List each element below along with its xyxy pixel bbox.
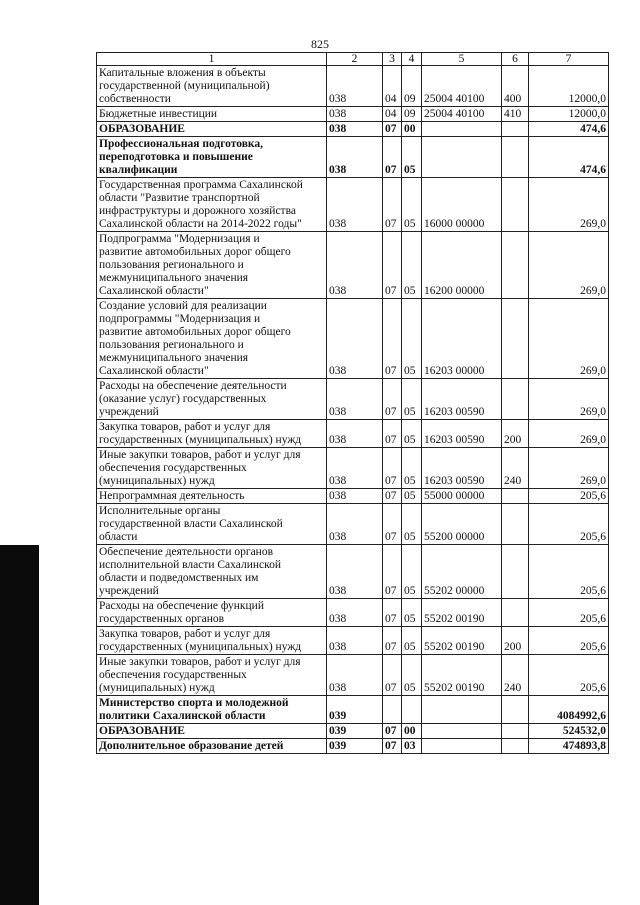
table-row	[97, 599, 609, 627]
header-cell: 5	[422, 53, 502, 66]
row-rz-cell: 07	[383, 627, 402, 655]
row-name-cell: Расходы на обеспечение деятельности (оказание услуг) государственных учреждений	[97, 379, 327, 420]
row-pr-cell: 05	[402, 599, 422, 627]
row-name-cell: Иные закупки товаров, работ и услуг для обеспечения государственных (муниципальных) нужд	[97, 448, 327, 489]
row-csr-cell: 55200 00000	[422, 504, 502, 545]
row-pr-cell: 05	[402, 420, 422, 448]
row-gr-cell: 038	[327, 178, 383, 232]
row-gr-cell: 038	[327, 448, 383, 489]
row-pr-cell: 05	[402, 504, 422, 545]
row-amount-cell: 12000,0	[529, 66, 609, 107]
row-amount-cell: 205,6	[529, 489, 609, 504]
row-pr-cell: 00	[402, 724, 422, 739]
row-rz-cell: 07	[383, 545, 402, 599]
row-name-cell: Подпрограмма "Модернизация и развитие автомобильных дорог общего пользования регионального и межмуниципального значения Сахалинской области"	[97, 232, 327, 299]
table-row	[97, 627, 609, 655]
row-gr-cell: 038	[327, 122, 383, 137]
table-row	[97, 232, 609, 299]
row-pr-cell: 00	[402, 122, 422, 137]
row-gr-cell: 038	[327, 420, 383, 448]
row-amount-cell: 524532,0	[529, 724, 609, 739]
table-row	[97, 137, 609, 178]
row-csr-cell: 16203 00590	[422, 420, 502, 448]
row-amount-cell: 269,0	[529, 420, 609, 448]
row-amount-cell: 205,6	[529, 599, 609, 627]
row-rz-cell: 07	[383, 739, 402, 754]
header-cell: 1	[97, 53, 327, 66]
row-csr-cell: 16203 00590	[422, 379, 502, 420]
row-amount-cell: 4084992,6	[529, 696, 609, 724]
row-rz-cell: 07	[383, 299, 402, 379]
row-name-cell: Профессиональная подготовка, переподготовка и повышение квалификации	[97, 137, 327, 178]
row-name-cell: Бюджетные инвестиции	[97, 107, 327, 122]
table-row	[97, 655, 609, 696]
row-csr-cell: 16200 00000	[422, 232, 502, 299]
row-csr-cell	[422, 137, 502, 178]
header-cell: 7	[529, 53, 609, 66]
row-name-cell: Министерство спорта и молодежной политики Сахалинской области	[97, 696, 327, 724]
row-csr-cell: 55202 00190	[422, 599, 502, 627]
row-gr-cell: 038	[327, 66, 383, 107]
row-pr-cell: 05	[402, 137, 422, 178]
row-vr-cell	[502, 299, 529, 379]
row-name-cell: Иные закупки товаров, работ и услуг для обеспечения государственных (муниципальных) нужд	[97, 655, 327, 696]
row-name-cell: Капитальные вложения в объекты государственной (муниципальной) собственности	[97, 66, 327, 107]
row-vr-cell	[502, 696, 529, 724]
row-rz-cell: 04	[383, 107, 402, 122]
row-pr-cell: 05	[402, 448, 422, 489]
row-gr-cell: 038	[327, 655, 383, 696]
row-rz-cell: 07	[383, 232, 402, 299]
row-pr-cell: 05	[402, 299, 422, 379]
table-row	[97, 489, 609, 504]
row-name-cell: Расходы на обеспечение функций государственных органов	[97, 599, 327, 627]
row-gr-cell: 039	[327, 696, 383, 724]
row-rz-cell	[383, 696, 402, 724]
row-pr-cell: 05	[402, 232, 422, 299]
row-name-cell: Дополнительное образование детей	[97, 739, 327, 754]
row-csr-cell: 55202 00190	[422, 655, 502, 696]
row-pr-cell: 05	[402, 379, 422, 420]
row-vr-cell	[502, 379, 529, 420]
row-rz-cell: 07	[383, 489, 402, 504]
row-gr-cell: 038	[327, 627, 383, 655]
row-gr-cell: 038	[327, 545, 383, 599]
row-vr-cell: 400	[502, 66, 529, 107]
table-row	[97, 739, 609, 754]
row-pr-cell	[402, 696, 422, 724]
table-row	[97, 178, 609, 232]
row-rz-cell: 07	[383, 122, 402, 137]
row-vr-cell	[502, 232, 529, 299]
row-amount-cell: 205,6	[529, 545, 609, 599]
row-csr-cell	[422, 696, 502, 724]
row-gr-cell: 038	[327, 299, 383, 379]
scan-edge-shadow	[0, 545, 39, 905]
row-vr-cell	[502, 599, 529, 627]
row-pr-cell: 05	[402, 178, 422, 232]
row-name-cell: Закупка товаров, работ и услуг для государственных (муниципальных) нужд	[97, 420, 327, 448]
row-amount-cell: 474,6	[529, 137, 609, 178]
row-pr-cell: 05	[402, 627, 422, 655]
row-csr-cell: 25004 40100	[422, 107, 502, 122]
row-amount-cell: 205,6	[529, 627, 609, 655]
row-vr-cell: 410	[502, 107, 529, 122]
row-gr-cell: 038	[327, 232, 383, 299]
row-vr-cell: 240	[502, 655, 529, 696]
row-gr-cell: 038	[327, 379, 383, 420]
row-rz-cell: 07	[383, 655, 402, 696]
table-row	[97, 122, 609, 137]
row-csr-cell: 55202 00190	[422, 627, 502, 655]
row-gr-cell: 038	[327, 489, 383, 504]
header-cell: 4	[402, 53, 422, 66]
row-gr-cell: 038	[327, 599, 383, 627]
row-name-cell: ОБРАЗОВАНИЕ	[97, 122, 327, 137]
row-rz-cell: 04	[383, 66, 402, 107]
row-name-cell: Обеспечение деятельности органов исполнительной власти Сахалинской области и подведомственных им учреждений	[97, 545, 327, 599]
row-amount-cell: 205,6	[529, 504, 609, 545]
row-name-cell: Исполнительные органы государственной власти Сахалинской области	[97, 504, 327, 545]
header-cell: 6	[502, 53, 529, 66]
table-body	[97, 53, 609, 754]
row-gr-cell: 039	[327, 724, 383, 739]
table-row	[97, 724, 609, 739]
row-amount-cell: 269,0	[529, 299, 609, 379]
row-amount-cell: 269,0	[529, 178, 609, 232]
row-vr-cell	[502, 122, 529, 137]
table-row	[97, 545, 609, 599]
row-rz-cell: 07	[383, 448, 402, 489]
table-row	[97, 696, 609, 724]
row-pr-cell: 09	[402, 107, 422, 122]
table-header-row	[97, 53, 609, 66]
row-vr-cell	[502, 504, 529, 545]
row-vr-cell: 240	[502, 448, 529, 489]
row-amount-cell: 474,6	[529, 122, 609, 137]
row-amount-cell: 269,0	[529, 448, 609, 489]
row-csr-cell	[422, 122, 502, 137]
table-row	[97, 299, 609, 379]
row-rz-cell: 07	[383, 178, 402, 232]
row-name-cell: ОБРАЗОВАНИЕ	[97, 724, 327, 739]
table-row	[97, 420, 609, 448]
row-pr-cell: 09	[402, 66, 422, 107]
table-row	[97, 66, 609, 107]
row-csr-cell	[422, 724, 502, 739]
row-amount-cell: 12000,0	[529, 107, 609, 122]
row-csr-cell	[422, 739, 502, 754]
row-rz-cell: 07	[383, 137, 402, 178]
row-rz-cell: 07	[383, 599, 402, 627]
row-name-cell: Государственная программа Сахалинской области "Развитие транспортной инфраструктуры и дорожного хозяйства Сахалинской области на 2014-2022 годы"	[97, 178, 327, 232]
row-gr-cell: 039	[327, 739, 383, 754]
row-pr-cell: 05	[402, 489, 422, 504]
row-rz-cell: 07	[383, 504, 402, 545]
row-name-cell: Создание условий для реализации подпрограммы "Модернизация и развитие автомобильных дорог общего пользования регионального и межмуниципального значения Сахалинской области"	[97, 299, 327, 379]
page-number: 825	[311, 37, 329, 51]
row-name-cell: Закупка товаров, работ и услуг для государственных (муниципальных) нужд	[97, 627, 327, 655]
row-vr-cell	[502, 178, 529, 232]
table-row	[97, 448, 609, 489]
header-cell: 3	[383, 53, 402, 66]
row-csr-cell: 25004 40100	[422, 66, 502, 107]
row-vr-cell	[502, 137, 529, 178]
row-vr-cell: 200	[502, 627, 529, 655]
row-rz-cell: 07	[383, 420, 402, 448]
row-amount-cell: 474893,8	[529, 739, 609, 754]
row-amount-cell: 269,0	[529, 232, 609, 299]
row-pr-cell: 03	[402, 739, 422, 754]
table-row	[97, 107, 609, 122]
row-csr-cell: 55000 00000	[422, 489, 502, 504]
budget-table	[96, 52, 609, 754]
row-rz-cell: 07	[383, 379, 402, 420]
table-row	[97, 379, 609, 420]
row-amount-cell: 269,0	[529, 379, 609, 420]
row-name-cell: Непрограммная деятельность	[97, 489, 327, 504]
row-vr-cell	[502, 739, 529, 754]
row-csr-cell: 16203 00590	[422, 448, 502, 489]
table-row	[97, 504, 609, 545]
row-csr-cell: 16203 00000	[422, 299, 502, 379]
row-csr-cell: 16000 00000	[422, 178, 502, 232]
row-amount-cell: 205,6	[529, 655, 609, 696]
row-pr-cell: 05	[402, 655, 422, 696]
row-vr-cell	[502, 724, 529, 739]
row-csr-cell: 55202 00000	[422, 545, 502, 599]
header-cell: 2	[327, 53, 383, 66]
row-gr-cell: 038	[327, 107, 383, 122]
row-rz-cell: 07	[383, 724, 402, 739]
row-vr-cell	[502, 545, 529, 599]
row-vr-cell	[502, 489, 529, 504]
row-gr-cell: 038	[327, 504, 383, 545]
row-gr-cell: 038	[327, 137, 383, 178]
row-vr-cell: 200	[502, 420, 529, 448]
row-pr-cell: 05	[402, 545, 422, 599]
